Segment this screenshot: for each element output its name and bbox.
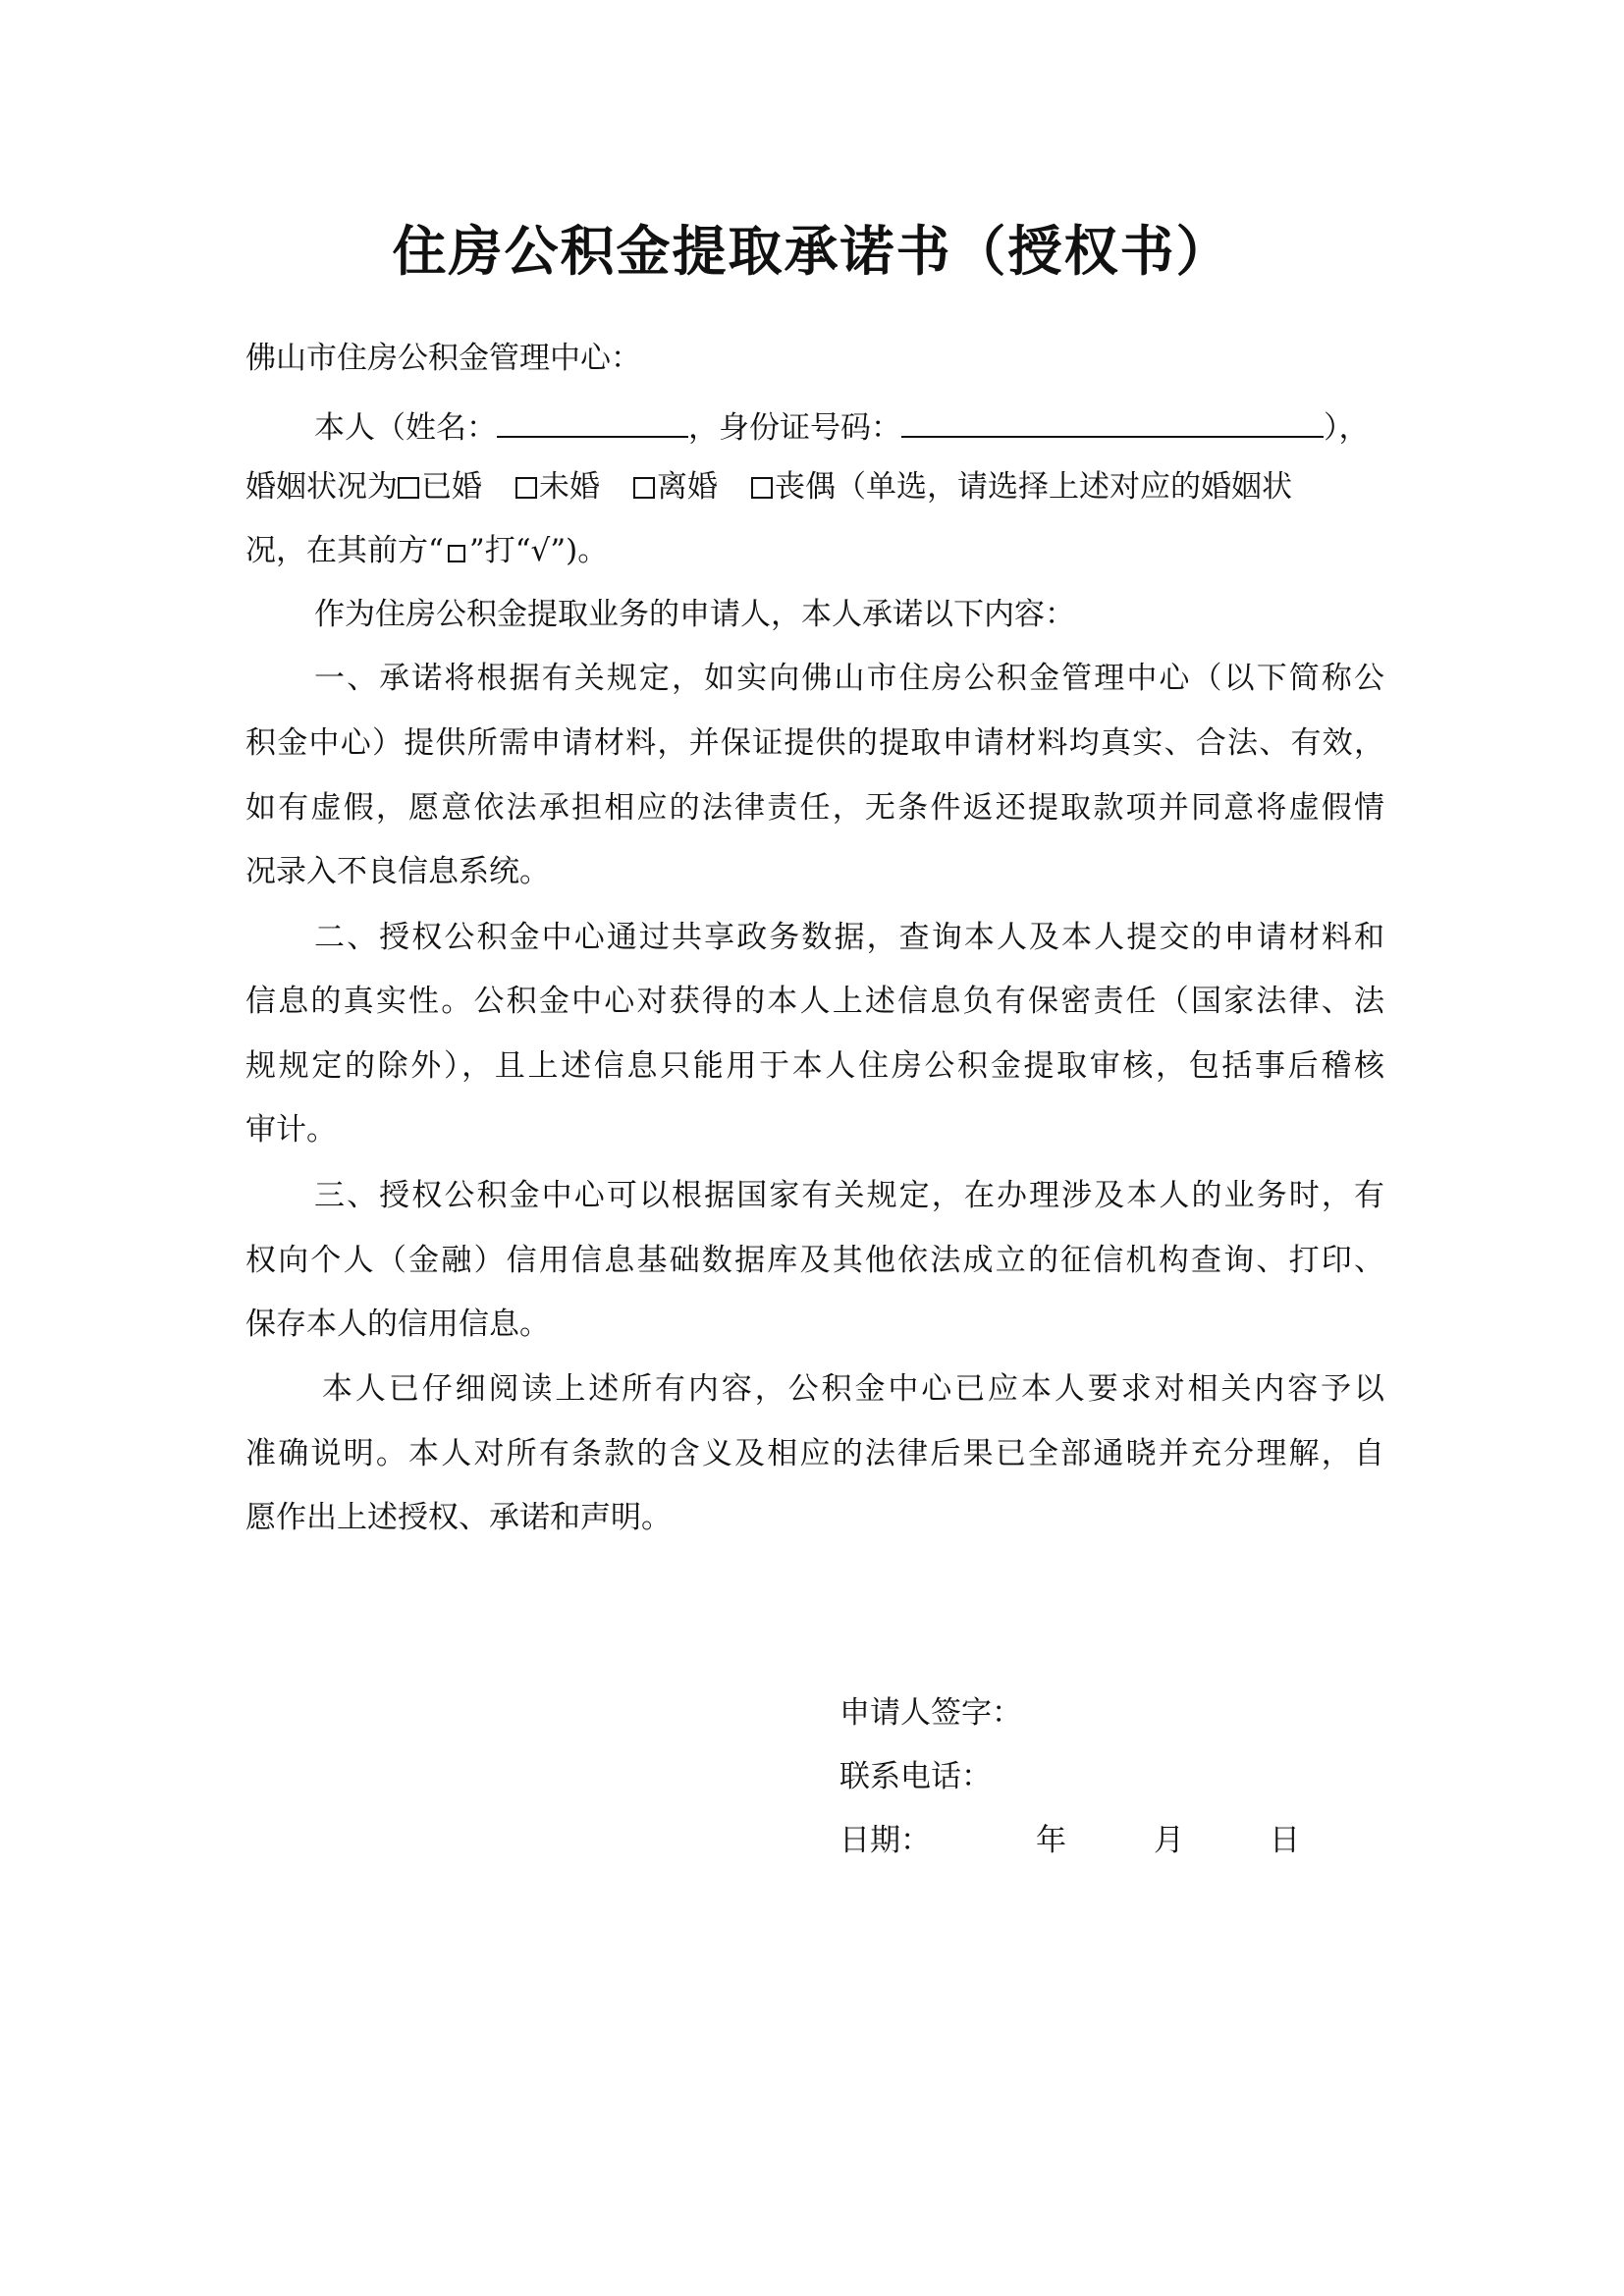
phone-label: 联系电话： — [839, 1759, 992, 1794]
clause1-line: 一、承诺将根据有关规定，如实向佛山市住房公积金管理中心（以下简称公 — [314, 661, 1384, 696]
day-label: 日 — [1270, 1823, 1300, 1858]
year-label: 年 — [1036, 1823, 1066, 1858]
married-checkbox[interactable] — [398, 477, 419, 499]
addressee: 佛山市住房公积金管理中心： — [245, 341, 641, 376]
option-unmarried: 未婚 — [539, 469, 600, 505]
name-field[interactable] — [497, 404, 688, 438]
clause1-line: 如有虚假，愿意依法承担相应的法律责任，无条件返还提取款项并同意将虚假情 — [245, 790, 1384, 826]
applicant-signature-label: 申请人签字： — [839, 1695, 1022, 1731]
marital-line2-b: ”打“√”)。 — [468, 533, 609, 568]
clause3-line: 权向个人（金融）信用信息基础数据库及其他依法成立的征信机构查询、打印、 — [245, 1243, 1384, 1278]
clause2-line: 审计。 — [245, 1112, 337, 1148]
clause3-line: 三、授权公积金中心可以根据国家有关规定，在办理涉及本人的业务时，有 — [314, 1178, 1384, 1213]
clause2-line: 二、授权公积金中心通过共享政务数据，查询本人及本人提交的申请材料和 — [314, 920, 1384, 955]
document-title: 住房公积金提取承诺书（授权书） — [392, 220, 1232, 283]
option-widowed: 丧偶 — [775, 469, 836, 505]
checkbox-symbol — [448, 545, 465, 562]
marital-line2-a: 况，在其前方“ — [245, 533, 444, 568]
clause1-line: 积金中心）提供所需申请材料，并保证提供的提取申请材料均真实、合法、有效， — [245, 725, 1384, 761]
clause1-line: 况录入不良信息系统。 — [245, 854, 550, 889]
widowed-checkbox[interactable] — [751, 477, 773, 499]
marital-prefix: 婚姻状况为 — [245, 469, 398, 505]
marital-line — [245, 467, 1384, 507]
clause2-line: 规规定的除外），且上述信息只能用于本人住房公积金提取审核，包括事后稽核 — [245, 1048, 1384, 1084]
identity-middle: ，身份证号码： — [688, 410, 901, 446]
date-label: 日期： — [839, 1823, 931, 1858]
date-line — [839, 1821, 1300, 1860]
marital-line-2 — [245, 531, 1384, 570]
identity-prefix: 本人（姓名： — [314, 410, 497, 446]
id-number-field[interactable] — [901, 404, 1324, 438]
clause2-line: 信息的真实性。公积金中心对获得的本人上述信息负有保密责任（国家法律、法 — [245, 984, 1384, 1019]
option-divorced: 离婚 — [657, 469, 718, 505]
month-label: 月 — [1154, 1823, 1184, 1858]
divorced-checkbox[interactable] — [633, 477, 655, 499]
clause3-line: 保存本人的信用信息。 — [245, 1307, 550, 1342]
intro-text: 作为住房公积金提取业务的申请人，本人承诺以下内容： — [314, 597, 1075, 632]
identity-line — [245, 404, 1384, 448]
identity-suffix: ）， — [1324, 410, 1370, 446]
declaration-line: 愿作出上述授权、承诺和声明。 — [245, 1500, 672, 1535]
declaration-line: 准确说明。本人对所有条款的含义及相应的法律后果已全部通晓并充分理解，自 — [245, 1436, 1384, 1471]
declaration-line: 本人已仔细阅读上述所有内容，公积金中心已应本人要求对相关内容予以 — [322, 1371, 1384, 1407]
marital-note: （单选，请选择上述对应的婚姻状 — [836, 469, 1292, 505]
unmarried-checkbox[interactable] — [515, 477, 537, 499]
option-married: 已婚 — [421, 469, 482, 505]
